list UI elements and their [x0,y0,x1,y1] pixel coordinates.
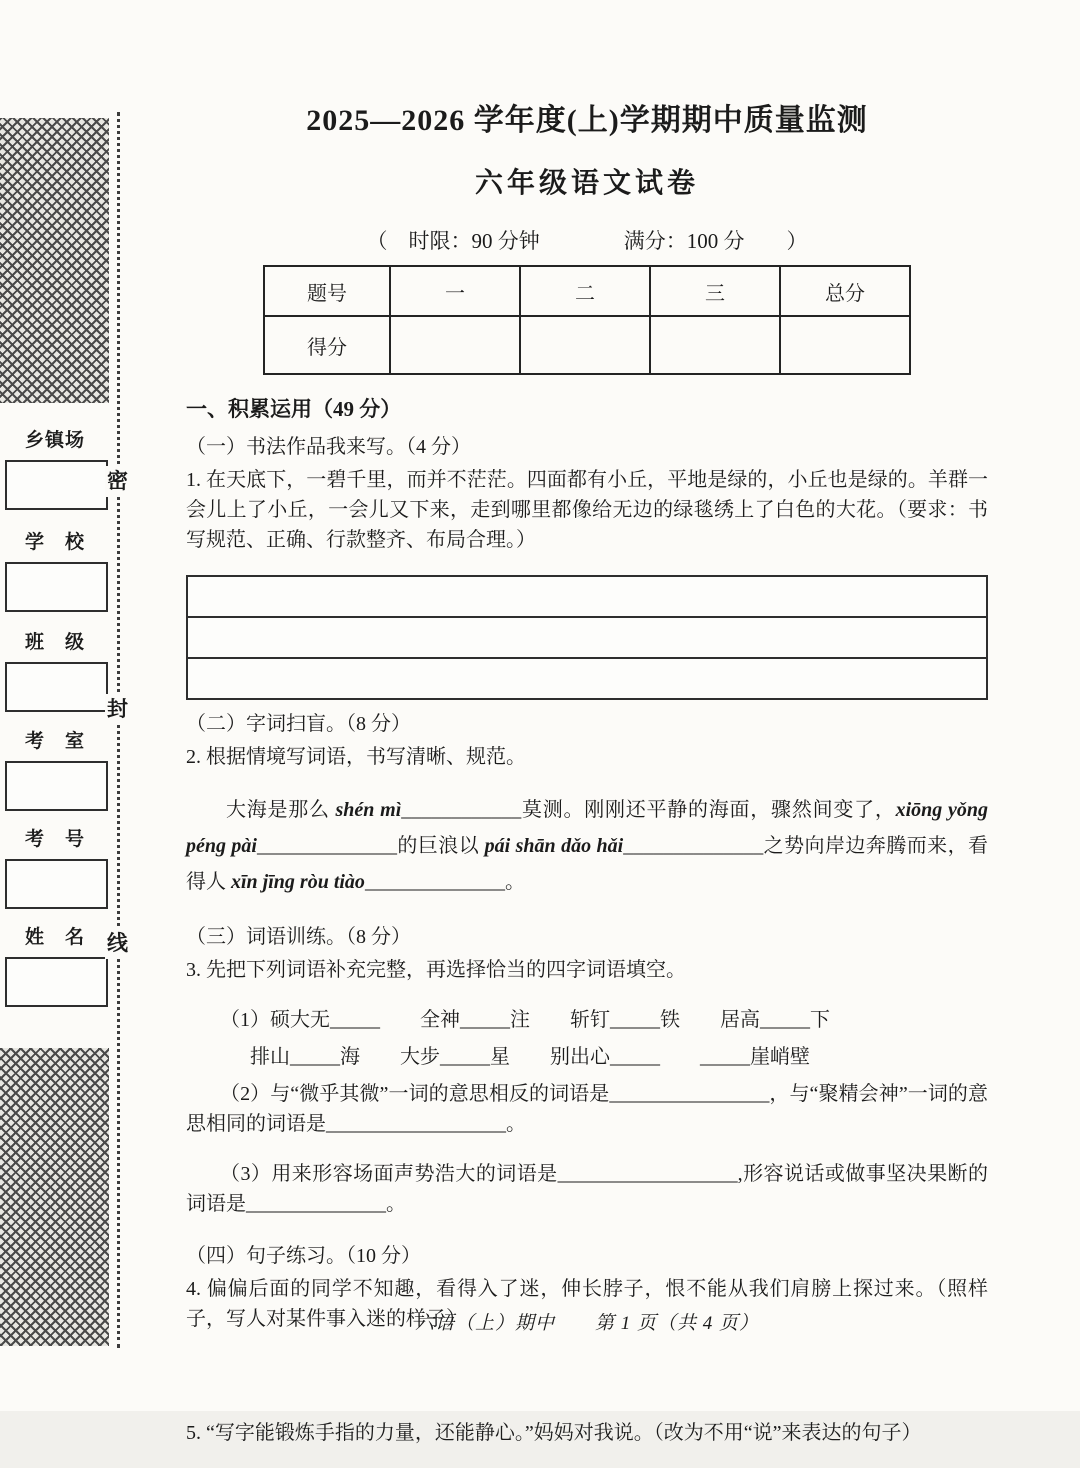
question-2-intro: 2. 根据情境写词语，书写清晰、规范。 [186,746,526,768]
score-header-timu: 题号 [264,266,390,316]
field-class-label: 班 级 [25,632,86,653]
text-segment: ____________ [401,799,522,821]
score-header-part3: 三 [650,266,780,316]
section-1-heading: 一、积累运用（49 分） [186,397,402,421]
question-3-word-row-2: 排山_____海 大步_____星 别出心_____ _____崖峭壁 [250,1046,810,1068]
writing-grid-row [188,657,986,698]
seal-char-feng: 封 [105,694,130,725]
seal-char-xian: 线 [105,928,130,959]
field-township-box [5,460,108,510]
exam-subtitle: 六年级语文试卷 [474,168,699,199]
field-exam-number-label: 考 号 [25,829,86,850]
field-name [5,922,108,1007]
field-township [5,425,108,510]
part-3-heading: （三）词语训练。（8 分） [186,926,411,948]
pinyin-segment: xiōng yǒng péng pài [186,799,989,857]
field-name-box [5,957,108,1007]
score-cell-part2 [520,316,650,374]
score-row-label: 得分 [264,316,390,374]
field-school-box [5,562,108,612]
field-school-label: 学 校 [25,532,86,553]
field-township-label: 乡镇场 [25,430,86,451]
score-cell-part1 [390,316,520,374]
pinyin-segment: pái shān dǎo hǎi [484,835,624,857]
text-segment: 大海是那么 [226,799,336,821]
text-segment: ______________ [364,871,505,893]
binding-hatch-top [0,118,109,403]
exam-content [186,95,988,1468]
part-1-heading: （一）书法作品我来写。（4 分） [186,436,471,458]
score-header-part1: 一 [390,266,520,316]
question-3-item-3: （3）用来形容场面声势浩大的词语是__________________,形容说话或做事坚决果断的词语是______________。 [186,1163,988,1215]
seal-char-mi: 密 [105,466,130,497]
score-table-header-row [264,266,910,316]
score-header-part2: 二 [520,266,650,316]
question-1-text: 1. 在天底下，一碧千里，而并不茫茫。四面都有小丘，平地是绿的，小丘也是绿的。羊群一会儿上了小丘，一会儿又下来，走到哪里都像给无边的绿毯绣上了白色的大花。（要求：书写规范、正确、行款整齐、布局合理。） [186,469,988,551]
binding-hatch-bottom [0,1048,109,1346]
question-3-intro: 3. 先把下列词语补充完整，再选择恰当的四字词语填空。 [186,959,686,981]
question-5-text: 5. “写字能锻炼手指的力量，还能静心。”妈妈对我说。（改为不用“说”来表达的句子） [186,1422,922,1444]
page-footer: 六语（上）期中 第 1 页（共 4 页） [414,1313,759,1334]
text-segment: ______________ [257,835,397,857]
score-table-score-row [264,316,910,374]
field-exam-room-box [5,761,108,811]
score-cell-total [780,316,910,374]
writing-grid-row [188,616,986,657]
exam-time-score-line: （ 时限：90 分钟 满分：100 分 ） [366,229,808,253]
text-segment: 莫测。刚刚还平静的海面，骤然间变了， [521,799,896,821]
field-exam-number-box [5,859,108,909]
pinyin-segment: xīn jīng ròu tiào [231,871,365,893]
question-4-text: 4. 偏偏后面的同学不知趣，看得入了迷，伸长脖子，恨不能从我们肩膀上探过来。（照样子，写人对某件事入迷的样子） [186,1278,988,1330]
pinyin-segment: shén mì [335,799,402,821]
part-2-heading: （二）字词扫盲。（8 分） [186,713,411,735]
part-4-heading: （四）句子练习。（10 分） [186,1245,421,1267]
score-header-total: 总分 [780,266,910,316]
field-class [5,627,108,712]
field-exam-number [5,824,108,909]
score-table [263,265,911,375]
text-segment: 之势向岸边奔腾而来，看得人 [186,835,989,893]
question-2-text [186,792,988,900]
field-school [5,527,108,612]
seal-dotted-line [117,112,120,1348]
question-3-word-row-1: （1）硕大无_____ 全神_____注 斩钉_____铁 居高_____下 [220,1009,830,1031]
question-4-answer-space [186,1354,988,1412]
field-name-label: 姓 名 [25,927,86,948]
field-class-box [5,662,108,712]
question-3-item-2: （2）与“微乎其微”一词的意思相反的词语是________________，与“聚精会神”一词的意思相同的词语是__________________。 [186,1083,988,1135]
field-exam-room-label: 考 室 [25,731,86,752]
score-cell-part3 [650,316,780,374]
writing-grid-row [188,577,986,616]
text-segment: 的巨浪以 [397,835,485,857]
field-exam-room [5,726,108,811]
exam-title: 2025—2026 学年度(上)学期期中质量监测 [306,104,868,137]
calligraphy-answer-box [186,575,988,700]
text-segment: 。 [504,871,525,893]
text-segment: ______________ [623,835,764,857]
